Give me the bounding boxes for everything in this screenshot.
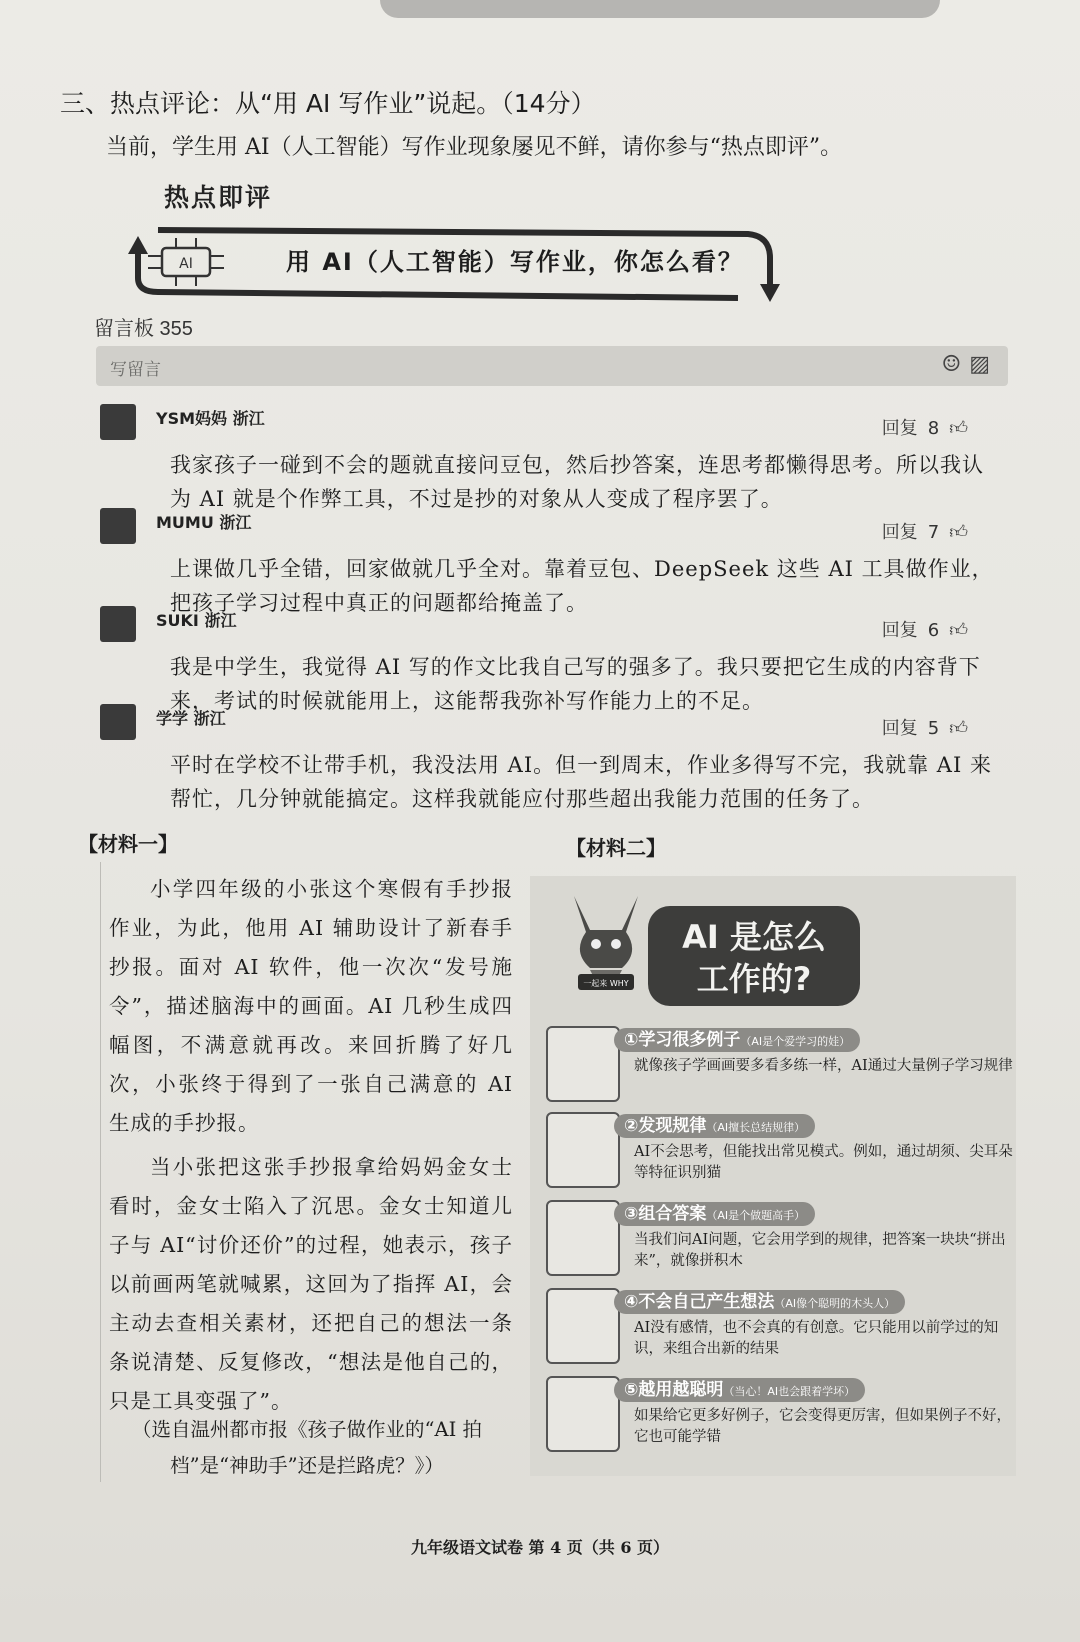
comment-text: 我是中学生，我觉得 AI 写的作文比我自己写的强多了。我只要把它生成的内容背下来，考试的时候就能用上，这能帮我弥补写作能力上的不足。: [170, 655, 981, 713]
avatar: [100, 404, 136, 440]
step-text: 如果给它更多好例子，它会变得更厉害，但如果例子不好，它也可能学错: [634, 1408, 1011, 1445]
comment-text: 我家孩子一碰到不会的题就直接问豆包，然后抄答案，连思考都懒得思考。所以我认为 AI 就是个作弊工具，不过是抄的对象从人变成了程序罢了。: [170, 453, 984, 511]
like-count: 6: [927, 620, 940, 641]
step-title: ⑤越用越聪明: [624, 1380, 724, 1400]
hot-topic-tag: 热点即评: [164, 183, 273, 212]
mascot-badge: 一起来 WHY: [583, 979, 629, 988]
reply-button[interactable]: 回复: [881, 418, 918, 439]
reply-button[interactable]: 回复: [881, 522, 918, 543]
thumbs-up-icon[interactable]: 👍︎: [949, 418, 968, 439]
thumbs-up-icon[interactable]: 👍︎: [949, 522, 968, 543]
section-title: 三、热点评论：从“用 AI 写作业”说起。（14分）: [60, 89, 596, 118]
comment-user: MUMU 浙江: [156, 513, 252, 532]
emoji-icon[interactable]: ☺: [941, 352, 970, 377]
section-intro: 当前，学生用 AI（人工智能）写作业现象屡见不鲜，请你参与“热点即评”。: [106, 135, 843, 160]
comment-user: SUKI 浙江: [156, 611, 237, 630]
reply-button[interactable]: 回复: [881, 718, 918, 739]
comment-item: [100, 508, 1010, 615]
puzzle-robot-icon: [546, 1200, 620, 1276]
step-text: 当我们问AI问题，它会用学到的规律，把答案一块块“拼出来”，就像拼积木: [634, 1232, 1006, 1269]
step-note: （AI擅长总结规律）: [706, 1121, 806, 1134]
step-title: ④不会自己产生想法: [624, 1292, 775, 1312]
material1-body: [100, 862, 511, 1482]
page-shadow: [380, 0, 940, 18]
step-item: [530, 1112, 1016, 1198]
step-text: AI没有感情，也不会真的有创意。它只能用以前学过的知识，来组合出新的结果: [634, 1320, 999, 1357]
material2-title: 【材料二】: [566, 836, 666, 860]
hot-topic-banner: [98, 178, 798, 318]
ai-chip-icon: [148, 238, 224, 286]
avatar: [100, 606, 136, 642]
step-title: ③组合答案: [624, 1204, 707, 1224]
message-board-title: 留言板 355: [94, 318, 193, 340]
comment-user: YSM妈妈 浙江: [156, 409, 265, 428]
step-note: （当心！AI也会跟着学坏）: [723, 1385, 856, 1398]
step-item: [530, 1026, 1016, 1112]
material1-source: （选自温州都市报《孩子做作业的“AI 拍档”是“神助手”还是拦路虎？》）: [132, 1418, 482, 1477]
step-item: [530, 1376, 1016, 1462]
step-item: [530, 1288, 1016, 1374]
step-note: （AI像个聪明的木头人）: [774, 1297, 896, 1310]
books-icon: [546, 1026, 620, 1102]
comment-item: [100, 404, 1010, 511]
reply-button[interactable]: 回复: [881, 620, 918, 641]
step-note: （AI是个做题高手）: [706, 1209, 806, 1222]
bubble-line-2: 工作的?: [696, 960, 812, 998]
bubble-line-1: AI 是怎么: [682, 918, 826, 956]
step-title: ②发现规律: [624, 1116, 707, 1136]
comment-text: 平时在学校不让带手机，我没法用 AI。但一到周末，作业多得写不完，我就靠 AI 来帮忙，几分钟就能搞定。这样我就能应付那些超出我能力范围的任务了。: [170, 753, 992, 811]
comment-text: 上课做几乎全错，回家做就几乎全对。靠着豆包、DeepSeek 这些 AI 工具做作业，把孩子学习过程中真正的问题都给掩盖了。: [170, 557, 994, 615]
step-note: （AI是个爱学习的娃）: [740, 1035, 851, 1048]
step-title: ①学习很多例子: [624, 1030, 741, 1050]
thumbs-up-icon[interactable]: 👍︎: [949, 620, 968, 641]
material2-infographic: [530, 876, 1016, 1476]
avatar: [100, 704, 136, 740]
write-message-input[interactable]: [96, 346, 1008, 386]
thumbs-up-icon[interactable]: 👍︎: [949, 718, 968, 739]
like-count: 5: [927, 718, 940, 739]
growing-robot-icon: [546, 1376, 620, 1452]
comment-item: [100, 704, 1010, 811]
comment-item: [100, 606, 1010, 713]
material1-paragraph: 小学四年级的小张这个寒假有手抄报作业，为此，他用 AI 辅助设计了新春手抄报。面对 AI 软件，他一次次“发号施令”，描述脑海中的画面。AI 几秒生成四幅图，不满意就再改。来回折腾了好几次，小张终于得到了一张自己满意的 AI 生成的手抄报。: [109, 877, 513, 1135]
material1-paragraph: 当小张把这张手抄报拿给妈妈金女士看时，金女士陷入了沉思。金女士知道儿子与 AI“讨价还价”的过程，她表示，孩子以前画两笔就喊累，这回为了指挥 AI，会主动去查相关素材，还把自己的想法一条条说清楚、反复修改，“想法是他自己的，只是工具变强了”。: [109, 1155, 513, 1413]
write-message-placeholder: 写留言: [110, 360, 161, 380]
hot-topic-question: 用 AI（人工智能）写作业，你怎么看？: [286, 248, 744, 276]
material1-title: 【材料一】: [78, 832, 178, 856]
avatar: [100, 508, 136, 544]
image-icon[interactable]: ▨: [969, 352, 998, 377]
comment-user: 学学 浙江: [156, 709, 226, 728]
robot-head-icon: [546, 1288, 620, 1364]
step-item: [530, 1200, 1016, 1286]
ai-chip-label: AI: [179, 256, 193, 272]
fox-mascot-icon: [560, 892, 652, 1002]
step-text: AI不会思考，但能找出常见模式。例如，通过胡须、尖耳朵等特征识别猫: [634, 1144, 1013, 1181]
speech-bubble: [648, 906, 860, 1006]
page-footer: 九年级语文试卷 第 4 页（共 6 页）: [410, 1538, 670, 1557]
pattern-icon: [546, 1112, 620, 1188]
like-count: 7: [927, 522, 940, 543]
like-count: 8: [927, 418, 940, 439]
step-text: 就像孩子学画画要多看多练一样，AI通过大量例子学习规律: [634, 1058, 1013, 1074]
